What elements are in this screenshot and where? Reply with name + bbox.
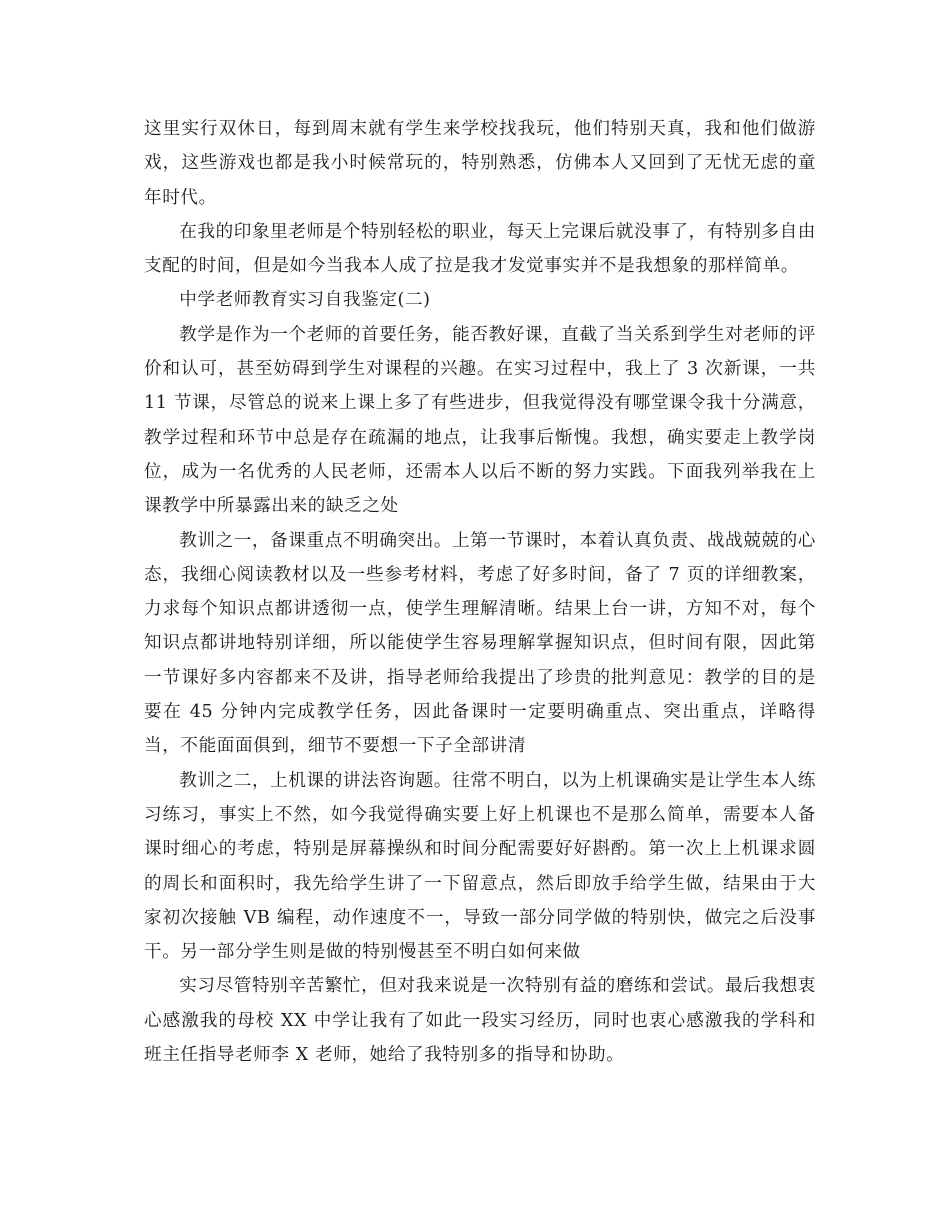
paragraph-conclusion: 实习尽管特别辛苦繁忙，但对我来说是一次特别有益的磨练和尝试。最后我想衷心感激我的母校 XX 中学让我有了如此一段实习经历，同时也衷心感激我的学科和班主任指导老师李 X 老师，她给了我特别多的指导和协助。 [144,976,816,1066]
paragraph-lesson-one: 教训之一，备课重点不明确突出。上第一节课时，本着认真负责、战战兢兢的心态，我细心阅读教材以及一些参考材料，考虑了好多时间，备了 7 页的详细教案，力求每个知识点都讲透彻一点，使学生理解清晰。结果上台一讲，方知不对，每个知识点都讲地特别详细，所以能使学生容易理解掌握知识点，但时间有限，因此第一节课好多内容都来不及讲，指导老师给我提出了珍贵的批判意见：教学的目的是要在 45 分钟内完成教学任务，因此备课时一定要明确重点、突出重点，详略得当，不能面面俱到，细节不要想一下子全部讲清 [144,530,816,757]
section-heading: 中学老师教育实习自我鉴定(二) [179,290,431,311]
paragraph-teaching: 教学是作为一个老师的首要任务，能否教好课，直截了当关系到学生对老师的评价和认可，甚至妨碍到学生对课程的兴趣。在实习过程中，我上了 3 次新课，一共 11 节课，尽管总的说来上课上多了有些进步，但我觉得没有哪堂课令我十分满意，教学过程和环节中总是存在疏漏的地点，让我事后惭愧。我想，确实要走上教学岗位，成为一名优秀的人民老师，还需本人以后不断的努力实践。下面我列举我在上课教学中所暴露出来的缺乏之处 [144,324,816,517]
document-body [144,112,816,1072]
paragraph-lesson-two: 教训之二，上机课的讲法咨询题。往常不明白，以为上机课确实是让学生本人练习练习，事实上不然，如今我觉得确实要上好上机课也不是那么简单，需要本人备课时细心的考虑，特别是屏幕操纵和时间分配需要好好斟酌。第一次上上机课求圆的周长和面积时，我先给学生讲了一下留意点，然后即放手给学生做，结果由于大家初次接触 VB 编程，动作速度不一，导致一部分同学做的特别快，做完之后没事干。另一部分学生则是做的特别慢甚至不明白如何来做 [144,770,816,963]
paragraph-weekend: 这里实行双休日，每到周末就有学生来学校找我玩，他们特别天真，我和他们做游戏，这些游戏也都是我小时候常玩的，特别熟悉，仿佛本人又回到了无忧无虑的童年时代。 [144,119,816,208]
paragraph-impression: 在我的印象里老师是个特别轻松的职业，每天上完课后就没事了，有特别多自由支配的时间，但是如今当我本人成了拉是我才发觉事实并不是我想象的那样简单。 [144,221,816,277]
